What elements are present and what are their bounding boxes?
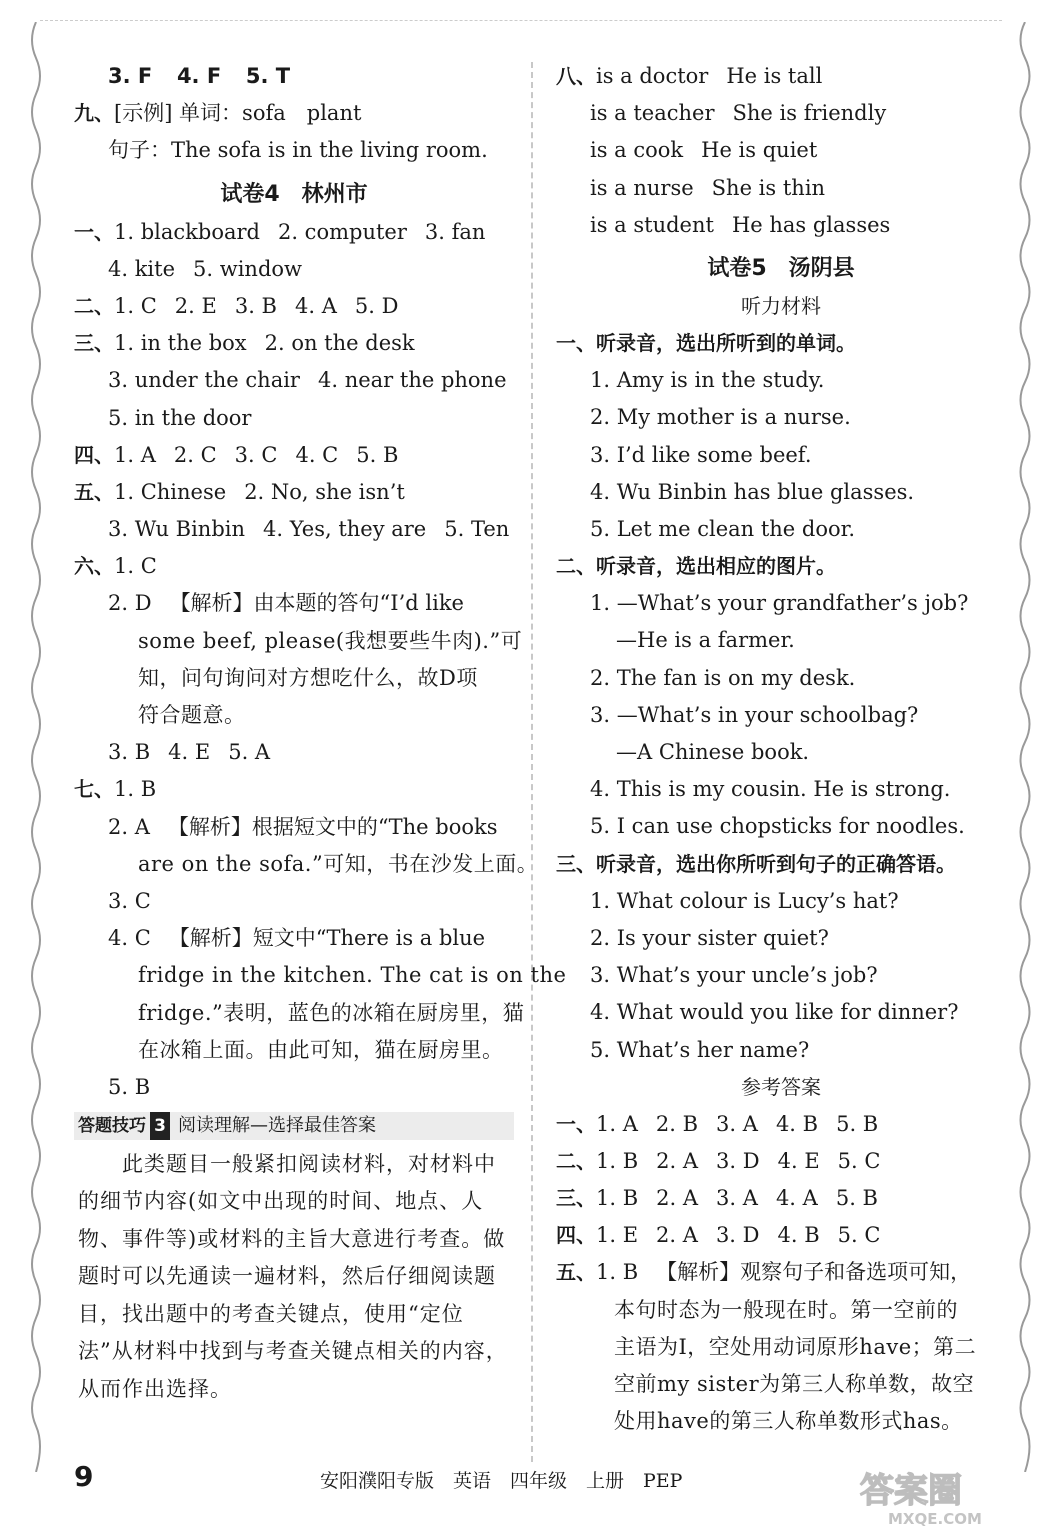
question-number: 九、 (74, 101, 114, 126)
explanation-text: 符合题意。 (138, 703, 246, 727)
watermark-domain: MXQE.COM (888, 1510, 982, 1528)
answer-line (74, 362, 514, 399)
answer-item: 4. F (176, 64, 222, 88)
answer-item: 3. F (108, 64, 153, 88)
answer-item: 1. B (596, 1148, 639, 1173)
transcript-line: 3. What’s your uncle’s job? (590, 963, 878, 988)
tip-number-badge: 3 (150, 1112, 170, 1140)
question-number: 四、 (556, 1223, 596, 1248)
transcript-line: 1. —What’s your grandfather’s job? (590, 591, 969, 616)
page-number: 9 (74, 1460, 94, 1493)
answer-item: 5. Ten (444, 517, 510, 542)
answer-text: He has glasses (731, 212, 891, 237)
answer-item: 2. A (108, 814, 150, 839)
transcript-line: 3. —What’s in your schoolbag? (590, 702, 919, 727)
transcript-line: —He is a farmer. (616, 628, 795, 653)
answer-item: 5. C (837, 1148, 881, 1173)
question-number: 三、 (74, 331, 114, 356)
answer-text: is a teacher (590, 101, 715, 126)
answer-item: 1. Chinese (114, 479, 227, 504)
transcript-line: 1. What colour is Lucy’s hat? (590, 888, 899, 913)
explanation-text: 处用have的第三人称单数形式has。 (614, 1409, 963, 1434)
explanation-text: 本句时态为一般现在时。第一空前的 (614, 1297, 958, 1322)
answer-item: 2. B (655, 1111, 699, 1136)
answer-item: 3. D (715, 1223, 760, 1248)
answer-line (74, 325, 514, 362)
explanation-text: 在冰箱上面。由此可知，猫在厨房里。 (138, 1037, 504, 1062)
answer-item: 3. B (234, 293, 277, 318)
transcript-line: 4. This is my cousin. He is strong. (590, 777, 951, 802)
transcript-line: 2. My mother is a nurse. (590, 405, 851, 430)
answer-item: 4. C (295, 442, 339, 467)
section-title: 试卷5 汤阴县 (707, 255, 855, 281)
answer-item: 1. B (596, 1186, 639, 1211)
answer-item: 4. A (294, 293, 337, 318)
question-number: 二、 (74, 293, 114, 318)
section-title: 试卷4 林州市 (220, 181, 368, 207)
answer-line (556, 1143, 1006, 1180)
answer-item: 3. B (108, 740, 151, 765)
answer-item: 5. D (354, 293, 399, 318)
answer-item: 4. kite (108, 256, 176, 281)
answer-item: 4. E (777, 1148, 820, 1173)
question-number: 八、 (556, 64, 596, 88)
answer-line (74, 58, 514, 95)
answer-item: 5. in the door (108, 405, 252, 430)
explanation-line (74, 920, 514, 957)
answer-item: 2. A (656, 1223, 698, 1248)
answer-item: 4. Yes, they are (263, 517, 427, 542)
answer-text: He is quiet (701, 138, 818, 163)
answer-line (74, 95, 514, 132)
part-heading: 三、听录音，选出你所听到句子的正确答语。 (556, 851, 956, 876)
answer-text: He is tall (726, 64, 823, 88)
transcript-line: 2. Is your sister quiet? (590, 925, 829, 950)
explanation-text: fridge.”表明，蓝色的冰箱在厨房里，猫 (138, 1000, 525, 1025)
answer-item: 5. B (356, 442, 399, 467)
question-number: 一、 (556, 1111, 596, 1136)
answer-item: 1. B (596, 1260, 639, 1285)
answer-item: 2. A (656, 1186, 699, 1211)
explanation-text: 【解析】观察句子和备选项可知， (656, 1260, 972, 1285)
answer-item: 5. C (837, 1223, 881, 1248)
answer-item: 4. A (775, 1186, 818, 1211)
answer-line (556, 1180, 1006, 1217)
answer-item: 2. E (174, 293, 217, 318)
answer-line (556, 132, 1006, 169)
answer-text: 句子：The sofa is in the living room. (108, 138, 488, 163)
explanation-text: fridge in the kitchen. The cat is on the (138, 963, 567, 988)
answer-item: 1. blackboard (114, 219, 260, 244)
answer-line (556, 1217, 1006, 1254)
transcript-line: —A Chinese book. (616, 740, 810, 764)
transcript-line: 2. The fan is on my desk. (590, 665, 856, 690)
listening-title: 听力材料 (741, 293, 821, 318)
explanation-line (556, 1254, 1006, 1291)
answer-line (74, 437, 514, 474)
answer-item: 3. A (716, 1111, 758, 1136)
answer-item: 2. C (173, 442, 217, 467)
answer-text: is a nurse (590, 175, 694, 200)
transcript-line: 3. I’d like some beef. (590, 442, 812, 467)
answer-line (74, 474, 514, 511)
question-number: 六、 (74, 554, 114, 579)
answer-line (556, 95, 1006, 132)
question-number: 五、 (556, 1260, 596, 1285)
tip-paragraph: 此类题目一般紧扣阅读材料，对材料中的细节内容(如文中出现的时间、地点、人物、事件等)或材料的主旨大意进行考查。做题时可以先通读一遍材料，然后仔细阅读题目，找出题中的考查关键点，使用“定位法”从材料中找到与考查关键点相关的内容，从而作出选择。 (78, 1152, 508, 1401)
question-number: 五、 (74, 479, 114, 504)
page-footer (74, 1460, 974, 1500)
answer-item: 1. C (114, 554, 157, 579)
column-divider (531, 62, 533, 1462)
question-number: 一、 (74, 219, 114, 244)
question-number: 二、 (556, 1148, 596, 1173)
transcript-line: 4. Wu Binbin has blue glasses. (590, 479, 915, 504)
answer-item: 1. B (114, 777, 157, 802)
explanation-text: 【解析】短文中“There is a blue (168, 926, 486, 951)
answer-item: 1. E (596, 1223, 639, 1248)
answer-item: 5. T (245, 64, 291, 88)
answer-item: 1. in the box (114, 331, 247, 356)
tip-title: 阅读理解—选择最佳答案 (178, 1115, 376, 1137)
explanation-text: 空前my sister为第三人称单数，故空 (614, 1372, 975, 1396)
explanation-text: 【解析】由本题的答句“I’d like (169, 591, 464, 616)
answer-line (74, 132, 514, 169)
tip-banner (74, 1112, 514, 1140)
right-column (556, 58, 1006, 1440)
transcript-line: 5. What’s her name? (590, 1037, 810, 1062)
left-column (74, 58, 567, 1408)
left-wavy-border (28, 22, 44, 1472)
answer-item: 1. A (596, 1111, 638, 1136)
answer-item: 4. B (777, 1223, 820, 1248)
transcript-line: 5. Let me clean the door. (590, 516, 856, 541)
explanation-text: 【解析】根据短文中的“The books (167, 814, 498, 839)
answer-item: 1. A (114, 442, 156, 467)
transcript-line: 1. Amy is in the study. (590, 368, 825, 393)
answer-item: 2. D (108, 591, 152, 616)
answer-line (74, 771, 514, 808)
explanation-text: some beef, please(我想要些牛肉).”可 (138, 628, 523, 653)
tip-label: 答题技巧 (78, 1116, 146, 1137)
answer-line (74, 734, 514, 771)
answer-item: 5. B (835, 1186, 878, 1211)
answer-line (556, 1106, 1006, 1143)
answer-item: 3. C (108, 888, 151, 913)
answer-text: is a cook (590, 138, 684, 163)
answer-item: 2. on the desk (264, 331, 415, 356)
answer-item: 3. fan (424, 219, 486, 244)
answer-item: 5. B (108, 1074, 151, 1099)
answer-item: 4. B (775, 1111, 819, 1136)
watermark-logo (858, 1466, 1008, 1528)
answer-item: 2. A (656, 1148, 699, 1173)
answer-text: She is friendly (732, 101, 887, 126)
explanation-line (74, 585, 514, 622)
explanation-text: 主语为I，空处用动词原形have；第二 (614, 1334, 977, 1359)
watermark-text: 答案圈 (860, 1471, 962, 1511)
answer-item: 4. near the phone (317, 368, 507, 393)
question-number: 四、 (74, 442, 114, 467)
explanation-line (74, 809, 514, 846)
answer-item: 1. C (114, 293, 157, 318)
answer-line (74, 400, 514, 437)
answer-line (74, 214, 514, 251)
footer-text: 安阳濮阳专版 英语 四年级 上册 PEP (320, 1470, 683, 1492)
answer-line (556, 58, 1006, 95)
answer-item: 3. A (716, 1186, 758, 1211)
answer-text: is a doctor (596, 64, 709, 88)
answer-line (74, 548, 514, 585)
answer-item: 5. A (228, 740, 271, 765)
answer-item: 3. C (234, 442, 278, 467)
answer-item: 3. Wu Binbin (108, 517, 246, 542)
answer-text: is a student (590, 212, 714, 237)
part-heading: 一、听录音，选出所听到的单词。 (556, 330, 856, 355)
answer-item: 4. C (108, 926, 151, 951)
answer-text: [示例] 单词：sofa plant (114, 101, 362, 126)
transcript-line: 5. I can use chopsticks for noodles. (590, 814, 965, 839)
answer-item: 5. B (836, 1111, 879, 1136)
answer-text: She is thin (711, 175, 826, 200)
right-wavy-border (1016, 22, 1034, 1472)
explanation-text: 知，问句询问对方想吃什么，故D项 (138, 665, 478, 690)
question-number: 三、 (556, 1186, 596, 1211)
answer-item: 2. No, she isn’t (244, 479, 405, 504)
answer-line (74, 511, 514, 548)
answer-line (556, 207, 1006, 244)
explanation-text: are on the sofa.”可知，书在沙发上面。 (138, 851, 539, 876)
question-number: 七、 (74, 777, 114, 802)
answer-item: 3. D (716, 1148, 760, 1173)
answer-item: 5. window (193, 256, 303, 281)
answers-title: 参考答案 (741, 1074, 821, 1099)
answer-line (556, 170, 1006, 207)
answer-line (74, 251, 514, 288)
top-border (40, 0, 1002, 21)
answer-item: 4. E (168, 740, 211, 765)
part-heading: 二、听录音，选出相应的图片。 (556, 554, 836, 579)
answer-line (74, 288, 514, 325)
answer-item: 3. under the chair (108, 368, 300, 393)
transcript-line: 4. What would you like for dinner? (590, 1000, 959, 1025)
answer-item: 2. computer (277, 219, 407, 244)
